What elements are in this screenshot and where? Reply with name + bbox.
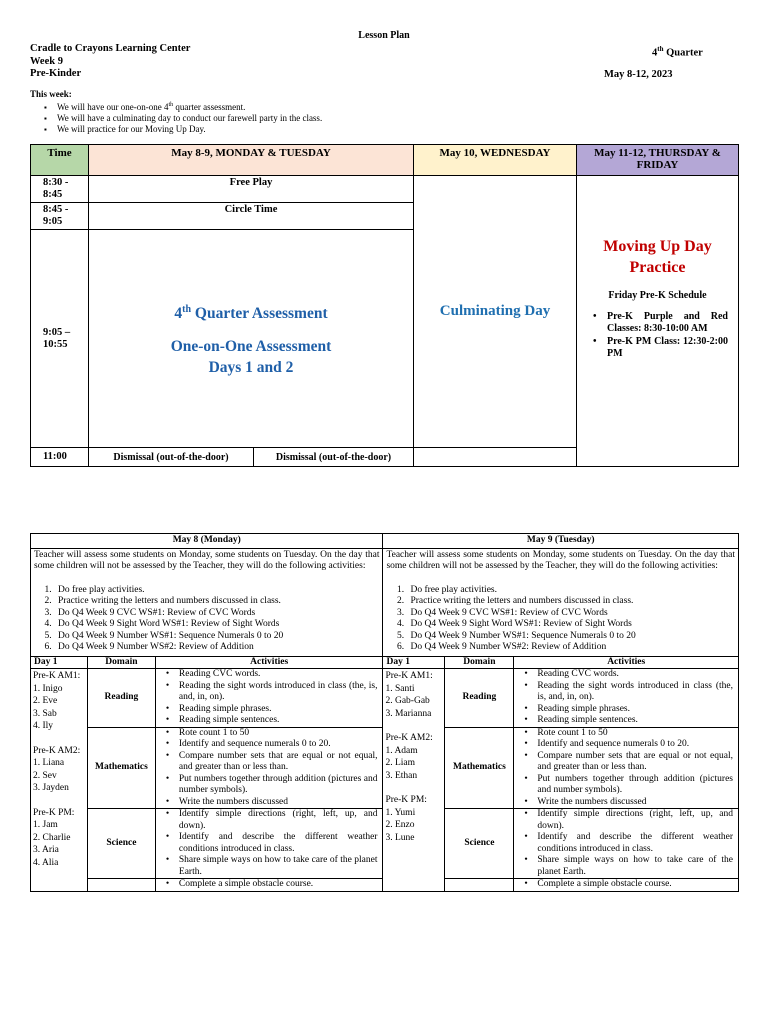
domain-label: Mathematics — [87, 727, 155, 809]
activity-list-item: 5. Do Q4 Week 9 Number WS#1: Sequence Numerals 0 to 20 — [406, 631, 735, 643]
student-name: 4. Ily — [33, 721, 54, 731]
domain-activity-item: • Identify simple directions (right, left, up, and down). — [159, 809, 380, 832]
domain-activities — [155, 879, 383, 892]
this-week-item: ▪ We will have our one-on-one 4th quarter assessment. — [44, 100, 322, 113]
student-name: 1. Jam — [33, 820, 58, 830]
activity-list-item: 3. Do Q4 Week 9 CVC WS#1: Review of CVC Words — [54, 608, 379, 620]
student-name: 1. Inigo — [33, 683, 63, 694]
group-name: Pre-K PM: — [33, 807, 75, 818]
domain-activity-item: • Complete a simple obstacle course. — [517, 879, 735, 891]
activity-list-item: 4. Do Q4 Week 9 Sight Word WS#1: Review of Sight Words — [406, 619, 735, 631]
date-range: May 8-12, 2023 — [604, 69, 673, 80]
student-name: 2. Liam — [385, 758, 416, 768]
domain-activity-item: • Reading simple phrases. — [159, 704, 380, 716]
assessment-line-1: 4th Quarter Assessment — [174, 303, 328, 323]
friday-schedule-list — [591, 311, 728, 360]
domain-activity-item: • Share simple ways on how to take care of the planet Earth. — [159, 855, 380, 878]
intro-text: Teacher will assess some students on Monday, some students on Tuesday. On the day that some children will not be assessed by the Teacher, they will do the following activities: — [34, 549, 380, 571]
domain-label: Science — [87, 809, 155, 879]
group-name: Pre-K AM2: — [33, 745, 81, 756]
student-name: 3. Marianna — [385, 708, 432, 719]
domain-activity-item: • Write the numbers discussed — [517, 797, 735, 809]
domain-activity-list — [159, 728, 380, 809]
daily-activities-table — [30, 533, 739, 892]
domain-activities — [514, 879, 739, 892]
moving-up-cell — [577, 176, 739, 467]
friday-schedule-label: Friday Pre-K Schedule — [608, 290, 707, 301]
group-name: Pre-K AM1: — [33, 671, 81, 681]
assessment-cell — [89, 230, 414, 448]
wednesday-header: May 10, WEDNESDAY — [414, 145, 577, 176]
domain-activity-item: • Put numbers together through addition (pictures and number symbols). — [159, 774, 380, 797]
thu-fri-header: May 11-12, THURSDAY & FRIDAY — [577, 145, 739, 176]
domain-activity-item: • Rote count 1 to 50 — [517, 728, 735, 740]
activity-list — [54, 585, 379, 654]
domain-activity-item: • Identify and sequence numerals 0 to 20. — [159, 739, 380, 751]
domain-activity-item: • Reading the sight words introduced in class (the, is, and, in, on). — [517, 681, 735, 704]
culminating-day-cell: Culminating Day — [414, 176, 577, 448]
group-name: Pre-K AM2: — [385, 733, 433, 743]
domain-activity-item: • Reading the sight words introduced in class (the, is, and, in, on). — [159, 681, 380, 704]
student-name: 3. Jayden — [33, 783, 69, 793]
domain-activity-item: • Reading simple phrases. — [517, 704, 735, 716]
domain-activity-list — [517, 879, 735, 891]
student-name: 2. Enzo — [385, 820, 415, 830]
domain-label: Science — [445, 809, 514, 879]
domain-label: Reading — [87, 669, 155, 728]
student-name: 2. Eve — [33, 696, 58, 706]
domain-activity-list — [159, 669, 380, 727]
student-name: 4. Alia — [33, 857, 59, 868]
domain-activity-list — [517, 728, 735, 809]
student-name: 3. Aria — [33, 845, 59, 855]
student-group — [385, 794, 442, 844]
this-week-section — [30, 89, 322, 135]
day-header-monday: May 8 (Monday) — [31, 534, 383, 549]
assessment-line-3: Days 1 and 2 — [208, 359, 294, 377]
time-slot: 8:45 - 9:05 — [31, 203, 89, 230]
time-slot: 8:30 - 8:45 — [31, 176, 89, 203]
col-activities-header: Activities — [514, 656, 739, 669]
intro-cell — [31, 548, 383, 656]
domain-activities — [514, 809, 739, 879]
activity-list-item: 1. Do free play activities. — [54, 585, 379, 597]
time-slot: 11:00 — [31, 448, 89, 467]
activity-list-item: 6. Do Q4 Week 9 Number WS#2: Review of Addition — [406, 642, 735, 654]
student-name: 2. Charlie — [33, 832, 71, 843]
activity-list-item: 6. Do Q4 Week 9 Number WS#2: Review of Addition — [54, 642, 379, 654]
student-name: 3. Ethan — [385, 770, 418, 781]
this-week-item: ▪ We will have a culminating day to conduct our farewell party in the class. — [44, 113, 322, 124]
time-slot: 9:05 – 10:55 — [31, 230, 89, 448]
domain-label: Mathematics — [445, 727, 514, 809]
student-name: 1. Adam — [385, 745, 418, 756]
student-groups-cell — [383, 669, 445, 892]
domain-activity-list — [517, 809, 735, 878]
dismissal-cell: Dismissal (out-of-the-door) — [254, 448, 414, 467]
col-activities-header: Activities — [155, 656, 383, 669]
student-name: 3. Lune — [385, 832, 415, 843]
week-label: Week 9 — [30, 55, 63, 67]
domain-activity-item: • Reading CVC words. — [517, 669, 735, 681]
col-domain-header: Domain — [445, 656, 514, 669]
domain-activity-item: • Put numbers together through addition (pictures and number symbols). — [517, 774, 735, 797]
student-name: 1. Liana — [33, 758, 65, 768]
student-name: 3. Sab — [33, 708, 57, 719]
this-week-item: ▪ We will practice for our Moving Up Day. — [44, 124, 322, 135]
domain-activity-item: • Reading simple sentences. — [159, 715, 380, 727]
domain-activity-item: • Compare number sets that are equal or not equal, and greater than or less than. — [159, 751, 380, 774]
domain-activity-item: • Compare number sets that are equal or not equal, and greater than or less than. — [517, 751, 735, 774]
document-title: Lesson Plan — [358, 30, 410, 41]
activity-list — [406, 585, 735, 654]
group-name: Pre-K AM1: — [385, 671, 433, 681]
activity-list-item: 3. Do Q4 Week 9 CVC WS#1: Review of CVC Words — [406, 608, 735, 620]
domain-activity-item: • Identify and describe the different weather conditions introduced in class. — [159, 832, 380, 855]
domain-label: Reading — [445, 669, 514, 728]
domain-activity-item: • Complete a simple obstacle course. — [159, 879, 380, 891]
domain-activity-item: • Identify simple directions (right, left, up, and down). — [517, 809, 735, 832]
col-day-header: Day 1 — [31, 656, 88, 669]
domain-activities — [155, 669, 383, 728]
this-week-label: This week: — [30, 89, 72, 99]
activity-list-item: 2. Practice writing the letters and numbers discussed in class. — [54, 596, 379, 608]
domain-activity-list — [517, 669, 735, 727]
level-label: Pre-Kinder — [30, 68, 82, 79]
domain-activity-item: • Identify and sequence numerals 0 to 20. — [517, 739, 735, 751]
domain-activities — [514, 669, 739, 728]
domain-activity-item: • Reading simple sentences. — [517, 715, 735, 727]
domain-activities — [514, 727, 739, 809]
domain-activity-list — [159, 879, 380, 891]
moving-up-title: Moving Up Day Practice — [603, 238, 712, 276]
student-group — [33, 807, 85, 870]
student-name: 1. Yumi — [385, 807, 416, 818]
activity-list-item: 5. Do Q4 Week 9 Number WS#1: Sequence Numerals 0 to 20 — [54, 631, 379, 643]
empty-cell — [414, 448, 577, 467]
dismissal-cell: Dismissal (out-of-the-door) — [89, 448, 254, 467]
student-group — [385, 670, 442, 720]
friday-schedule-item: • Pre-K PM Class: 12:30-2:00 PM — [591, 336, 728, 360]
student-group — [33, 670, 85, 733]
activity-list-item: 2. Practice writing the letters and numbers discussed in class. — [406, 596, 735, 608]
student-name: 2. Gab-Gab — [385, 696, 430, 706]
group-name: Pre-K PM: — [385, 795, 427, 805]
intro-text: Teacher will assess some students on Monday, some students on Tuesday. On the day that some children will not be assessed by the Teacher, they will do the following activities: — [386, 549, 735, 571]
student-group — [385, 732, 442, 782]
domain-activities — [155, 809, 383, 879]
domain-label — [445, 879, 514, 892]
domain-activity-item: • Identify and describe the different weather conditions introduced in class. — [517, 832, 735, 855]
col-day-header: Day 1 — [383, 656, 445, 669]
domain-activity-item: • Share simple ways on how to take care of the planet Earth. — [517, 855, 735, 878]
student-groups-cell — [31, 669, 88, 892]
activity-list-item: 4. Do Q4 Week 9 Sight Word WS#1: Review of Sight Words — [54, 619, 379, 631]
domain-label — [87, 879, 155, 892]
quarter-label: 4th Quarter — [652, 45, 703, 59]
time-header: Time — [31, 145, 89, 176]
student-name: 1. Santi — [385, 683, 415, 694]
free-play-cell: Free Play — [89, 176, 414, 203]
student-name: 2. Sev — [33, 770, 57, 781]
this-week-list — [44, 100, 322, 135]
student-group — [33, 745, 85, 795]
col-domain-header: Domain — [87, 656, 155, 669]
header-info — [30, 43, 190, 81]
domain-activities — [155, 727, 383, 809]
mon-tue-header: May 8-9, MONDAY & TUESDAY — [89, 145, 414, 176]
intro-cell — [383, 548, 739, 656]
day-header-tuesday: May 9 (Tuesday) — [383, 534, 739, 549]
domain-activity-item: • Write the numbers discussed — [159, 797, 380, 809]
assessment-line-2: One-on-One Assessment — [170, 338, 332, 356]
domain-activity-list — [159, 809, 380, 878]
weekly-schedule-table — [30, 144, 739, 467]
school-name: Cradle to Crayons Learning Center — [30, 43, 191, 54]
circle-time-cell: Circle Time — [89, 203, 414, 230]
activity-list-item: 1. Do free play activities. — [406, 585, 735, 597]
domain-activity-item: • Rote count 1 to 50 — [159, 728, 380, 740]
friday-schedule-item: • Pre-K Purple and Red Classes: 8:30-10:00 AM — [591, 311, 728, 335]
domain-activity-item: • Reading CVC words. — [159, 669, 380, 681]
